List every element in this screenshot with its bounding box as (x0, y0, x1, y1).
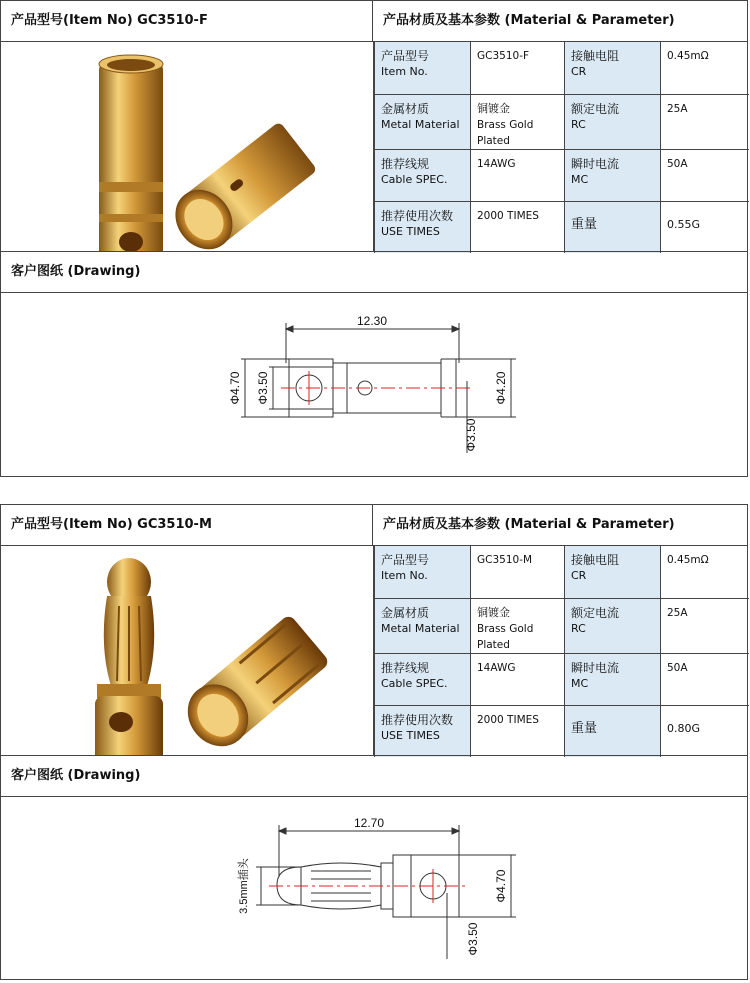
param-row (375, 653, 750, 705)
param-value: 2000 TIMES (477, 713, 539, 726)
param-label-en: USE TIMES (381, 728, 440, 742)
dim-length: 12.70 (353, 816, 385, 830)
param-label-cn: 金属材质 (381, 605, 430, 620)
param-label-en: Cable SPEC. (381, 172, 448, 186)
param-label-cn: 推荐线规 (381, 156, 430, 171)
param-label-cn: 推荐使用次数 (381, 208, 454, 223)
dim-diameter-outer: Φ4.70 (494, 869, 508, 903)
param-value: Brass Gold Plated (477, 118, 534, 147)
param-label-cn: 推荐使用次数 (381, 712, 454, 727)
drawing-title: 客户图纸 (Drawing) (11, 768, 141, 783)
dim-diameter-hole: Φ3.50 (464, 418, 478, 452)
param-row (375, 149, 750, 201)
param-label-en: CR (571, 65, 587, 78)
material-parameter-heading: 产品材质及基本参数 (Material & Parameter) (383, 13, 675, 28)
product-main (0, 41, 748, 252)
product-photo-male (1, 546, 374, 755)
param-value: GC3510-F (477, 50, 530, 62)
param-label-cn: 瞬时电流 (571, 156, 620, 171)
param-value: 25A (667, 606, 688, 619)
param-label-cn: 接触电阻 (571, 49, 620, 63)
param-row (375, 201, 750, 253)
dim-diameter-hole: Φ3.50 (466, 922, 480, 956)
dim-length: 12.30 (356, 314, 388, 328)
param-value: 25A (667, 102, 688, 115)
param-label-cn: 重量 (571, 216, 598, 232)
param-value: 14AWG (477, 157, 516, 170)
drawing-header (0, 755, 748, 797)
param-row (375, 42, 750, 94)
param-value: Brass Gold Plated (477, 622, 534, 651)
param-label-en: RC (571, 621, 586, 635)
female-connector-lying (164, 121, 317, 251)
param-row (375, 705, 750, 757)
param-label-cn: 金属材质 (381, 101, 430, 116)
product-header (0, 504, 748, 546)
product-section-male (0, 504, 750, 980)
param-label-en: MC (571, 172, 589, 186)
dim-diameter-right: Φ4.20 (494, 371, 508, 405)
param-label-en: Item No. (381, 65, 428, 78)
male-connector-lying (176, 614, 331, 755)
param-label-cn: 额定电流 (571, 605, 620, 620)
drawing-title: 客户图纸 (Drawing) (11, 264, 141, 279)
param-label-en: Metal Material (381, 117, 460, 131)
technical-drawing-female (0, 292, 748, 477)
param-value: 2000 TIMES (477, 209, 539, 222)
technical-drawing-male (0, 796, 748, 980)
param-label-cn: 产品型号 (381, 49, 430, 63)
material-parameter-heading: 产品材质及基本参数 (Material & Parameter) (383, 517, 675, 532)
param-row (375, 598, 750, 653)
param-value: GC3510-M (477, 554, 533, 566)
param-label-en: CR (571, 569, 587, 582)
param-value: 0.45mΩ (667, 554, 709, 566)
parameter-table (374, 546, 749, 757)
male-connector-standing (95, 558, 163, 755)
param-value: 0.45mΩ (667, 50, 709, 62)
param-label-en: Metal Material (381, 621, 460, 635)
param-value: 50A (667, 661, 688, 674)
item-no-heading: 产品型号(Item No) GC3510-F (1, 1, 373, 41)
product-main (0, 545, 748, 756)
param-label-cn: 额定电流 (571, 101, 620, 116)
param-label-en: MC (571, 676, 589, 690)
param-label-en: Cable SPEC. (381, 676, 448, 690)
product-header (0, 0, 748, 42)
param-label-cn: 推荐线规 (381, 660, 430, 675)
param-label-en: Item No. (381, 569, 428, 582)
param-label-cn: 瞬时电流 (571, 660, 620, 675)
parameter-table (374, 42, 749, 253)
drawing-header (0, 251, 748, 293)
param-label-en: USE TIMES (381, 224, 440, 238)
param-row (375, 94, 750, 149)
weight-value: 0.55G (667, 217, 701, 231)
female-connector-standing (99, 55, 163, 251)
weight-value: 0.80G (667, 721, 701, 735)
product-section-female (0, 0, 750, 477)
param-row (375, 546, 750, 598)
param-value-cn: 铜镀金 (477, 101, 510, 115)
product-photo-female (1, 42, 374, 251)
param-value: 14AWG (477, 661, 516, 674)
dim-plug-size: 3.5mm插头 (238, 858, 250, 914)
param-label-cn: 接触电阻 (571, 553, 620, 567)
param-label-cn: 产品型号 (381, 553, 430, 567)
item-no-heading: 产品型号(Item No) GC3510-M (1, 505, 373, 545)
param-label-en: RC (571, 117, 586, 131)
dim-diameter-outer: Φ4.70 (228, 371, 242, 405)
param-label-cn: 重量 (571, 720, 598, 736)
param-value-cn: 铜镀金 (477, 605, 510, 619)
param-value: 50A (667, 157, 688, 170)
dim-diameter-inner: Φ3.50 (256, 371, 270, 405)
